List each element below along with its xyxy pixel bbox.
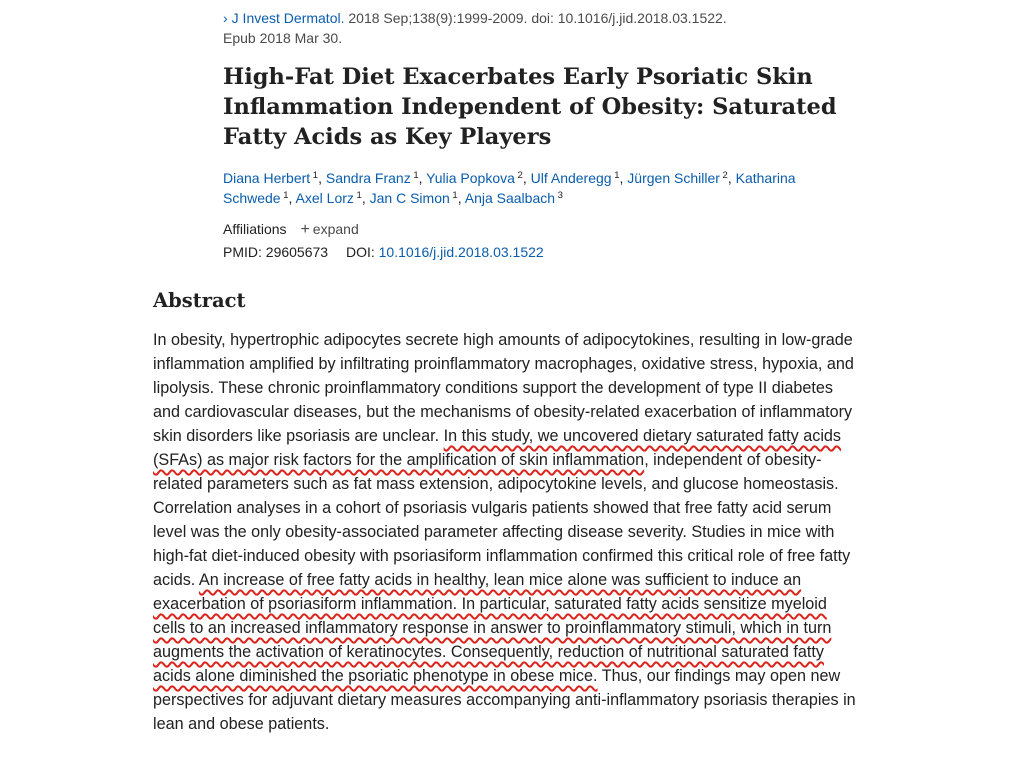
- abstract-line: [153, 664, 883, 688]
- abstract-segment: level was the only obesity-associated parameter affecting disease severity. Studies in mice with: [153, 523, 835, 541]
- affiliation-number[interactable]: 1: [611, 170, 620, 181]
- pmid-value: 29605673: [265, 244, 329, 260]
- author-link[interactable]: Jan C Simon: [369, 190, 450, 206]
- author-link[interactable]: Jürgen Schiller: [627, 170, 720, 186]
- author-separator: ,: [361, 190, 370, 206]
- abstract-heading: Abstract: [153, 289, 246, 312]
- abstract-segment: and cardiovascular diseases, but the mechanisms of obesity-related exacerbation of inflammatory: [153, 403, 853, 421]
- abstract-line: [153, 520, 883, 544]
- author-link[interactable]: Ulf Anderegg: [530, 170, 612, 186]
- underlined-passage: (SFAs) as major risk factors for the amplification of skin inflammation: [153, 451, 645, 469]
- author-list: [223, 168, 823, 208]
- author-separator: ,: [318, 170, 326, 186]
- affiliation-number[interactable]: 3: [555, 190, 563, 201]
- abstract-segment: acids.: [153, 571, 199, 589]
- abstract-line: [153, 400, 883, 424]
- abstract-line: [153, 328, 883, 352]
- abstract-line: [153, 424, 883, 448]
- abstract-line: [153, 376, 883, 400]
- pmid-label: PMID:: [223, 244, 262, 260]
- abstract-segment: lipolysis. These chronic proinflammatory conditions support the development of type II diabetes: [153, 379, 833, 397]
- doi-label: DOI:: [345, 244, 375, 260]
- underlined-passage: exacerbation of psoriasiform inflammation. In particular, saturated fatty acids sensitize myeloid: [153, 595, 827, 613]
- author-link[interactable]: Katharina Schwede: [223, 170, 796, 206]
- doi-link[interactable]: 10.1016/j.jid.2018.03.1522: [378, 244, 544, 260]
- abstract-line: [153, 448, 883, 472]
- abstract-segment: Correlation analyses in a cohort of psoriasis vulgaris patients showed that free fatty acid serum: [153, 499, 832, 517]
- author-separator: ,: [619, 170, 628, 186]
- affiliations-label: Affiliations: [223, 221, 287, 237]
- affiliation-number[interactable]: 1: [310, 170, 319, 181]
- abstract-segment: high-fat diet-induced obesity with psoriasiform inflammation confirmed this critical role of free fatty: [153, 547, 851, 565]
- affiliation-number[interactable]: 1: [280, 190, 289, 201]
- abstract-line: [153, 592, 883, 616]
- affiliation-number[interactable]: 1: [353, 190, 362, 201]
- identifiers: [223, 242, 544, 262]
- author-link[interactable]: Axel Lorz: [295, 190, 354, 206]
- abstract-segment: inflammation amplified by infiltrating proinflammatory macrophages, oxidative stress, hypoxia, and: [153, 355, 854, 373]
- affiliation-number[interactable]: 2: [514, 170, 523, 181]
- abstract-line: [153, 712, 883, 736]
- affiliations: [223, 219, 359, 240]
- abstract-line: [153, 616, 883, 640]
- underlined-passage: In this study, we uncovered dietary saturated fatty acids: [443, 427, 842, 445]
- journal-link[interactable]: J Invest Dermatol.: [231, 10, 345, 26]
- citation: [223, 8, 983, 48]
- underlined-passage: augments the activation of keratinocytes. Consequently, reduction of nutritional saturated fatty: [153, 643, 824, 661]
- abstract-line: [153, 496, 883, 520]
- author-link[interactable]: Sandra Franz: [325, 170, 411, 186]
- expand-button[interactable]: [300, 221, 358, 237]
- author-separator: ,: [522, 170, 531, 186]
- plus-icon: +: [300, 221, 310, 238]
- abstract-line: [153, 640, 883, 664]
- author-separator: ,: [727, 170, 736, 186]
- abstract-segment: perspectives for adjuvant dietary measures accompanying anti-inflammatory psoriasis therapies in: [153, 691, 856, 709]
- abstract-segment: lean and obese patients.: [153, 715, 330, 733]
- expand-label: expand: [312, 221, 359, 237]
- abstract-segment: Thus, our findings may open new: [597, 667, 841, 685]
- abstract-text: [153, 328, 883, 736]
- abstract-line: [153, 544, 883, 568]
- underlined-passage: An increase of free fatty acids in healthy, lean mice alone was sufficient to induce an: [198, 571, 802, 589]
- abstract-line: [153, 688, 883, 712]
- chevron-right-icon: ›: [223, 10, 228, 26]
- abstract-segment: skin disorders like psoriasis are unclear.: [153, 427, 444, 445]
- author-separator: ,: [418, 170, 427, 186]
- abstract-segment: In obesity, hypertrophic adipocytes secrete high amounts of adipocytokines, resulting in low-grade: [153, 331, 853, 349]
- abstract-line: [153, 472, 883, 496]
- affiliation-number[interactable]: 1: [410, 170, 419, 181]
- author-link[interactable]: Anja Saalbach: [464, 190, 556, 206]
- citation-details: 2018 Sep;138(9):1999-2009. doi: 10.1016/j.jid.2018.03.1522.: [348, 10, 727, 26]
- abstract-line: [153, 568, 883, 592]
- author-separator: ,: [457, 190, 465, 206]
- author-link[interactable]: Yulia Popkova: [426, 170, 515, 186]
- affiliation-number[interactable]: 2: [719, 170, 728, 181]
- author-separator: ,: [288, 190, 296, 206]
- author-link[interactable]: Diana Herbert: [223, 170, 311, 186]
- abstract-line: [153, 352, 883, 376]
- abstract-segment: , independent of obesity-: [644, 451, 822, 469]
- underlined-passage: acids alone diminished the psoriatic phenotype in obese mice.: [153, 667, 598, 685]
- article-title: High-Fat Diet Exacerbates Early Psoriatic Skin Inflammation Independent of Obesity: Saturated Fatty Acids as Key Players: [223, 64, 837, 150]
- underlined-passage: cells to an increased inflammatory response in answer to proinflammatory stimuli, which in turn: [153, 619, 832, 637]
- abstract-segment: related parameters such as fat mass extension, adipocytokine levels, and glucose homeostasis.: [153, 475, 839, 493]
- affiliation-number[interactable]: 1: [449, 190, 458, 201]
- epub-date: Epub 2018 Mar 30.: [223, 30, 343, 46]
